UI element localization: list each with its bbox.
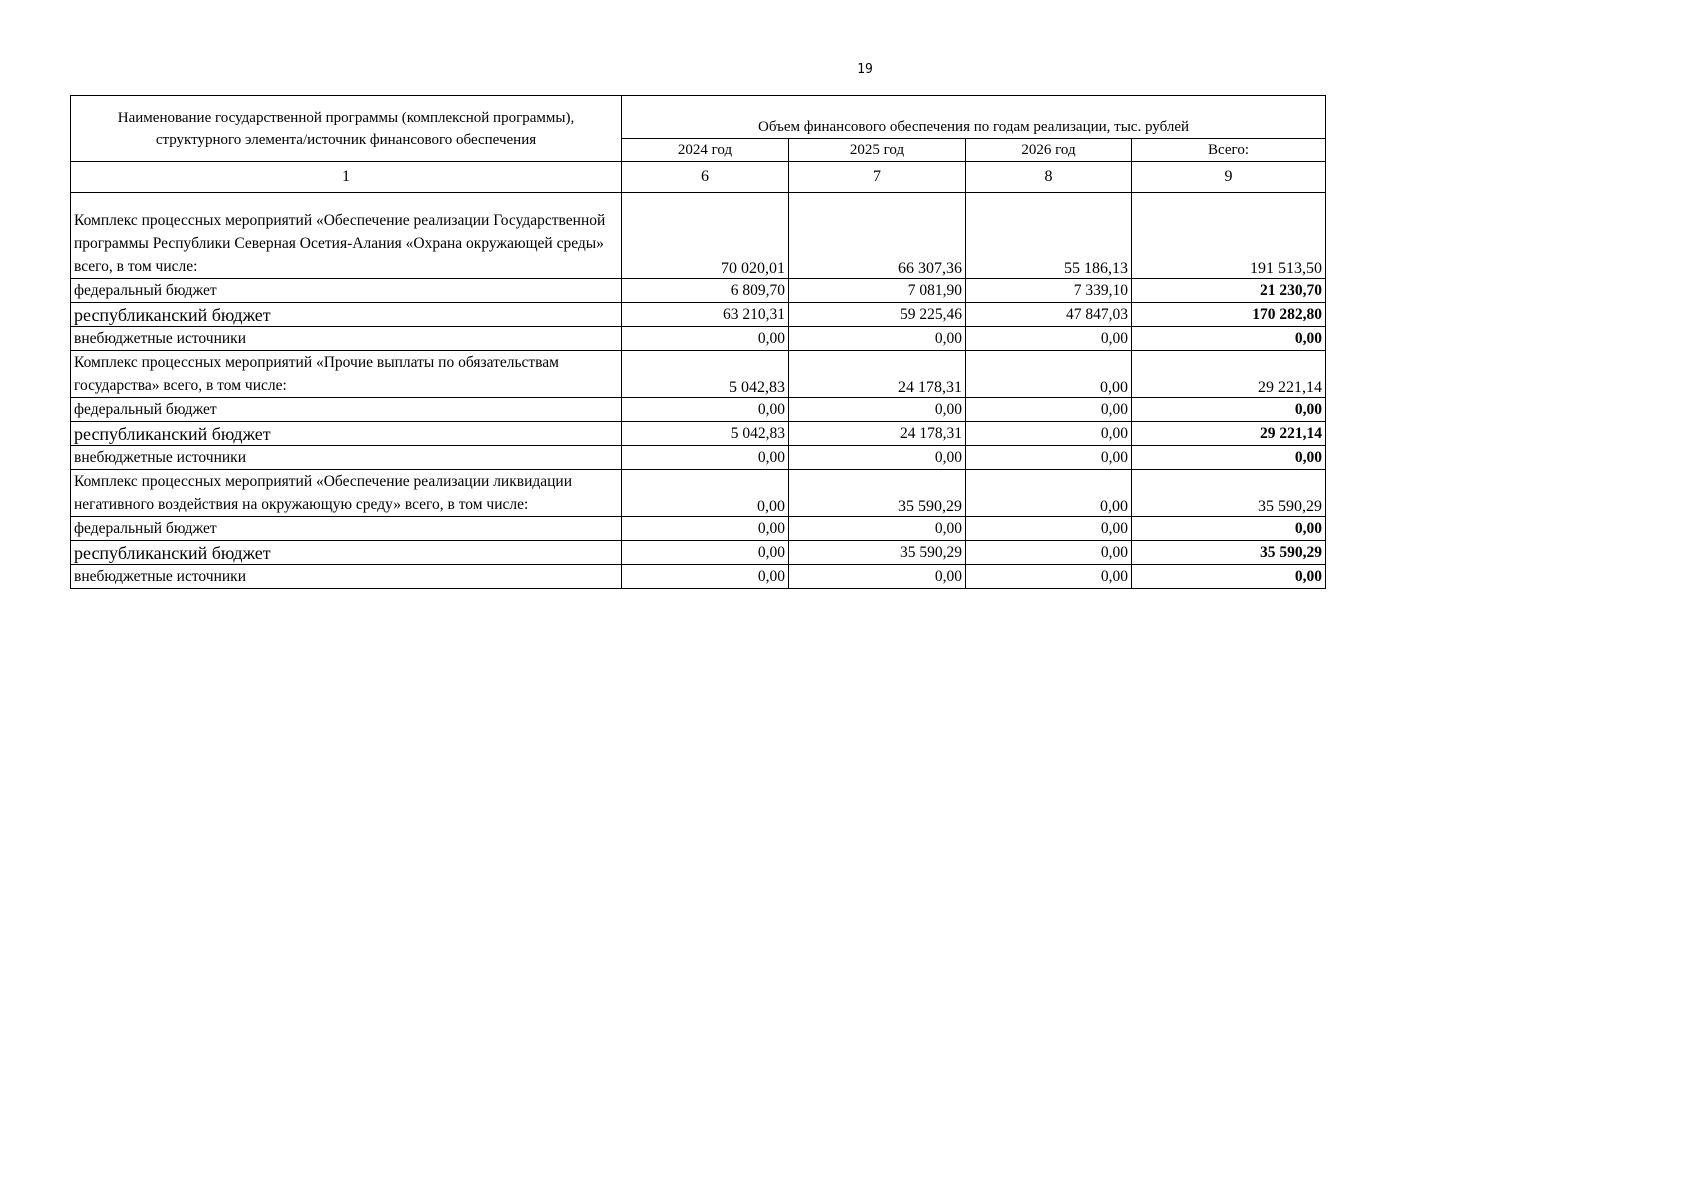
source-name: внебюджетные источники xyxy=(71,565,622,589)
source-name: республиканский бюджет xyxy=(71,303,622,327)
row-value: 0,00 xyxy=(622,446,789,470)
row-total: 29 221,14 xyxy=(1132,422,1326,446)
group-row xyxy=(71,193,1326,279)
source-name: внебюджетные источники xyxy=(71,327,622,351)
row-value: 35 590,29 xyxy=(789,541,966,565)
group-value: 5 042,83 xyxy=(622,351,789,398)
column-number-row xyxy=(71,162,1326,193)
column-number: 7 xyxy=(789,162,966,193)
row-value: 0,00 xyxy=(789,327,966,351)
table-row xyxy=(71,327,1326,351)
group-value: 0,00 xyxy=(966,351,1132,398)
row-total: 0,00 xyxy=(1132,565,1326,589)
source-name: республиканский бюджет xyxy=(71,541,622,565)
row-value: 0,00 xyxy=(966,327,1132,351)
volume-header: Объем финансового обеспечения по годам реализации, тыс. рублей xyxy=(622,96,1326,139)
row-value: 0,00 xyxy=(789,565,966,589)
page-number: 19 xyxy=(857,62,873,77)
name-column-header: Наименование государственной программы (комплексной программы), структурного элемента/источник финансового обеспечения xyxy=(71,96,622,162)
group-value: 35 590,29 xyxy=(1132,470,1326,517)
row-value: 59 225,46 xyxy=(789,303,966,327)
row-value: 0,00 xyxy=(966,517,1132,541)
group-value: 24 178,31 xyxy=(789,351,966,398)
row-value: 0,00 xyxy=(966,565,1132,589)
row-value: 0,00 xyxy=(966,422,1132,446)
row-value: 0,00 xyxy=(966,446,1132,470)
group-value: 35 590,29 xyxy=(789,470,966,517)
group-row xyxy=(71,351,1326,398)
source-name: федеральный бюджет xyxy=(71,398,622,422)
financing-table xyxy=(70,95,1326,589)
row-value: 0,00 xyxy=(622,398,789,422)
row-total: 0,00 xyxy=(1132,517,1326,541)
table-row xyxy=(71,517,1326,541)
group-value: 66 307,36 xyxy=(789,193,966,279)
group-value: 55 186,13 xyxy=(966,193,1132,279)
column-number: 6 xyxy=(622,162,789,193)
row-total: 170 282,80 xyxy=(1132,303,1326,327)
table-row xyxy=(71,398,1326,422)
total-header: Всего: xyxy=(1132,139,1326,162)
row-value: 0,00 xyxy=(789,398,966,422)
table-row xyxy=(71,565,1326,589)
group-value: 0,00 xyxy=(622,470,789,517)
year-header-2025: 2025 год xyxy=(789,139,966,162)
row-total: 0,00 xyxy=(1132,398,1326,422)
group-name: Комплекс процессных мероприятий «Обеспечение реализации ликвидации негативного воздействия на окружающую среду» всего, в том числе: xyxy=(71,470,622,517)
row-value: 6 809,70 xyxy=(622,279,789,303)
year-header-2026: 2026 год xyxy=(966,139,1132,162)
row-value: 47 847,03 xyxy=(966,303,1132,327)
source-name: внебюджетные источники xyxy=(71,446,622,470)
row-value: 0,00 xyxy=(622,327,789,351)
group-value: 70 020,01 xyxy=(622,193,789,279)
row-total: 0,00 xyxy=(1132,327,1326,351)
row-value: 7 339,10 xyxy=(966,279,1132,303)
row-value: 7 081,90 xyxy=(789,279,966,303)
source-name: республиканский бюджет xyxy=(71,422,622,446)
table-row xyxy=(71,303,1326,327)
row-value: 0,00 xyxy=(789,446,966,470)
group-name: Комплекс процессных мероприятий «Прочие выплаты по обязательствам государства» всего, в том числе: xyxy=(71,351,622,398)
group-name: Комплекс процессных мероприятий «Обеспечение реализации Государственной программы Республики Северная Осетия-Алания «Охрана окружающей среды» всего, в том числе: xyxy=(71,193,622,279)
table-row xyxy=(71,422,1326,446)
row-value: 0,00 xyxy=(966,398,1132,422)
row-total: 35 590,29 xyxy=(1132,541,1326,565)
source-name: федеральный бюджет xyxy=(71,517,622,541)
group-row xyxy=(71,470,1326,517)
row-value: 0,00 xyxy=(622,517,789,541)
column-number: 9 xyxy=(1132,162,1326,193)
row-total: 21 230,70 xyxy=(1132,279,1326,303)
row-value: 5 042,83 xyxy=(622,422,789,446)
table-row xyxy=(71,541,1326,565)
row-value: 24 178,31 xyxy=(789,422,966,446)
table-header xyxy=(71,96,1326,193)
year-header-2024: 2024 год xyxy=(622,139,789,162)
row-value: 63 210,31 xyxy=(622,303,789,327)
table-row xyxy=(71,279,1326,303)
group-value: 0,00 xyxy=(966,470,1132,517)
row-value: 0,00 xyxy=(622,565,789,589)
row-value: 0,00 xyxy=(622,541,789,565)
table-row xyxy=(71,446,1326,470)
group-value: 191 513,50 xyxy=(1132,193,1326,279)
column-number: 1 xyxy=(71,162,622,193)
row-value: 0,00 xyxy=(789,517,966,541)
row-value: 0,00 xyxy=(966,541,1132,565)
row-total: 0,00 xyxy=(1132,446,1326,470)
column-number: 8 xyxy=(966,162,1132,193)
source-name: федеральный бюджет xyxy=(71,279,622,303)
group-value: 29 221,14 xyxy=(1132,351,1326,398)
